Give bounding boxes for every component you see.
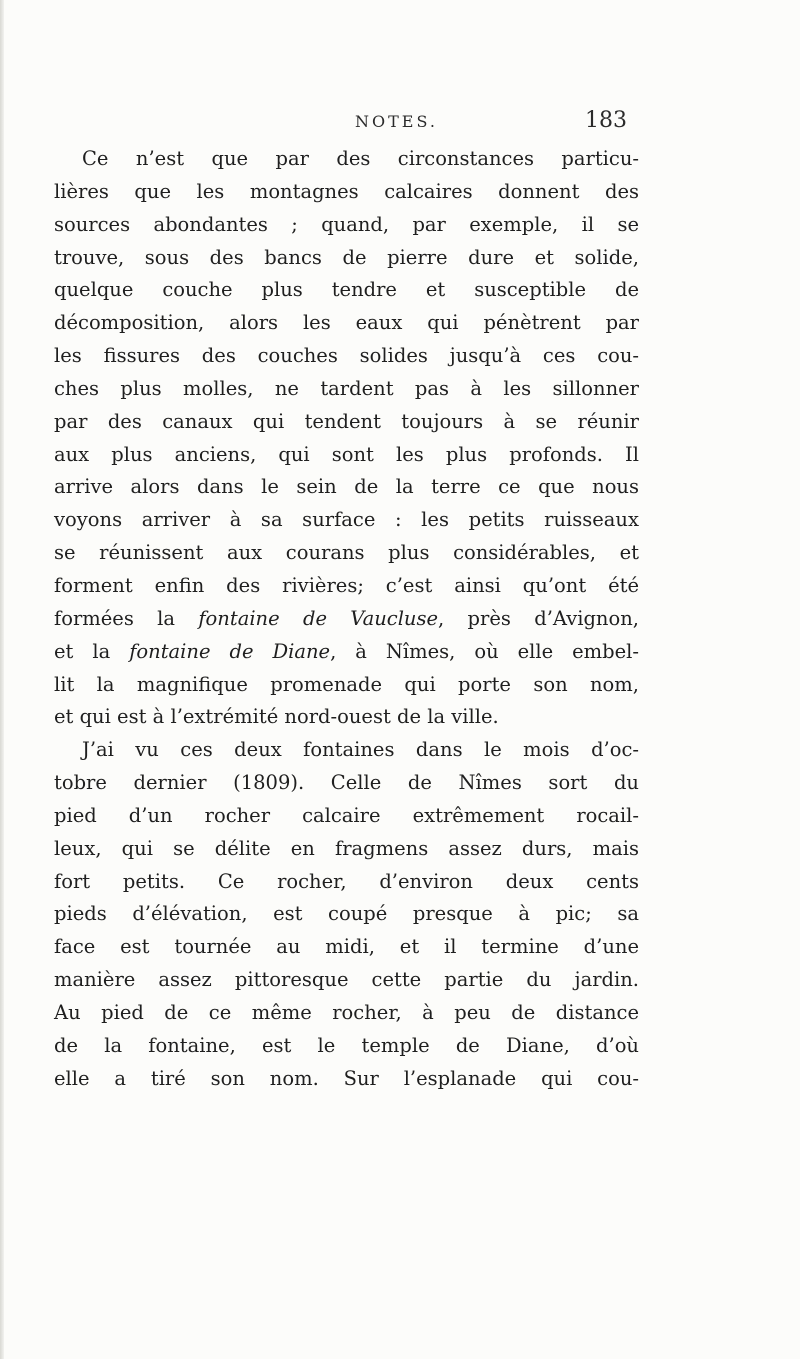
- text-segment: formées la: [54, 606, 199, 630]
- text-line: par des canaux qui tendent toujours à se réunir: [54, 409, 639, 433]
- text-line: quelque couche plus tendre et susceptible de: [54, 278, 639, 302]
- text-line: manière assez pittoresque cette partie du jardin.: [54, 968, 639, 992]
- text-line: sources abondantes ; quand, par exemple, il se: [54, 212, 639, 236]
- text-line: ches plus molles, ne tardent pas à les sillonner: [54, 376, 639, 400]
- text-segment: , près d’Avignon,: [438, 606, 639, 630]
- text-line: aux plus anciens, qui sont les plus profonds. Il: [54, 442, 639, 466]
- text-line: forment enfin des rivières; c’est ainsi qu’ont été: [54, 573, 639, 597]
- text-line: les fissures des couches solides jusqu’à ces cou-: [54, 344, 639, 368]
- text-line: voyons arriver à sa surface : les petits ruisseaux: [54, 508, 639, 532]
- text-line: pieds d’élévation, est coupé presque à pic; sa: [54, 902, 639, 926]
- text-line: et qui est à l’extrémité nord-ouest de la ville.: [54, 705, 499, 729]
- text-line: tobre dernier (1809). Celle de Nîmes sort du: [54, 771, 639, 795]
- text-line-with-italic: [54, 636, 639, 669]
- text-line: Ce n’est que par des circonstances particu-: [82, 147, 639, 170]
- text-line: trouve, sous des bancs de pierre dure et solide,: [54, 245, 639, 269]
- page-number: 183: [585, 108, 627, 133]
- text-segment: , à Nîmes, où elle embel-: [330, 639, 639, 663]
- text-line: de la fontaine, est le temple de Diane, d’où: [54, 1033, 639, 1057]
- text-line: pied d’un rocher calcaire extrêmement rocail-: [54, 803, 639, 827]
- page-header: [0, 108, 800, 138]
- italic-place-name: fontaine de Diane: [129, 639, 331, 663]
- text-line: J’ai vu ces deux fontaines dans le mois d’oc-: [82, 738, 639, 762]
- page-binding-edge: [0, 0, 4, 1359]
- text-line: fort petits. Ce rocher, d’environ deux cents: [54, 869, 639, 893]
- text-line: se réunissent aux courans plus considérables, et: [54, 541, 639, 565]
- text-line: elle a tiré son nom. Sur l’esplanade qui cou-: [54, 1066, 639, 1090]
- text-line: face est tournée au midi, et il termine d’une: [54, 935, 639, 959]
- text-line: lières que les montagnes calcaires donnent des: [54, 179, 639, 203]
- text-line-with-italic: [54, 603, 639, 636]
- text-line: leux, qui se délite en fragmens assez durs, mais: [54, 836, 639, 860]
- italic-place-name: fontaine de Vaucluse: [198, 606, 439, 630]
- body-text: [54, 143, 639, 1095]
- text-line: décomposition, alors les eaux qui pénètrent par: [54, 311, 639, 335]
- running-title: NOTES.: [355, 112, 438, 131]
- text-line: arrive alors dans le sein de la terre ce que nous: [54, 475, 639, 499]
- text-segment: et la: [54, 639, 130, 663]
- text-line: Au pied de ce même rocher, à peu de distance: [54, 1000, 639, 1024]
- text-line: lit la magnifique promenade qui porte son nom,: [54, 672, 639, 696]
